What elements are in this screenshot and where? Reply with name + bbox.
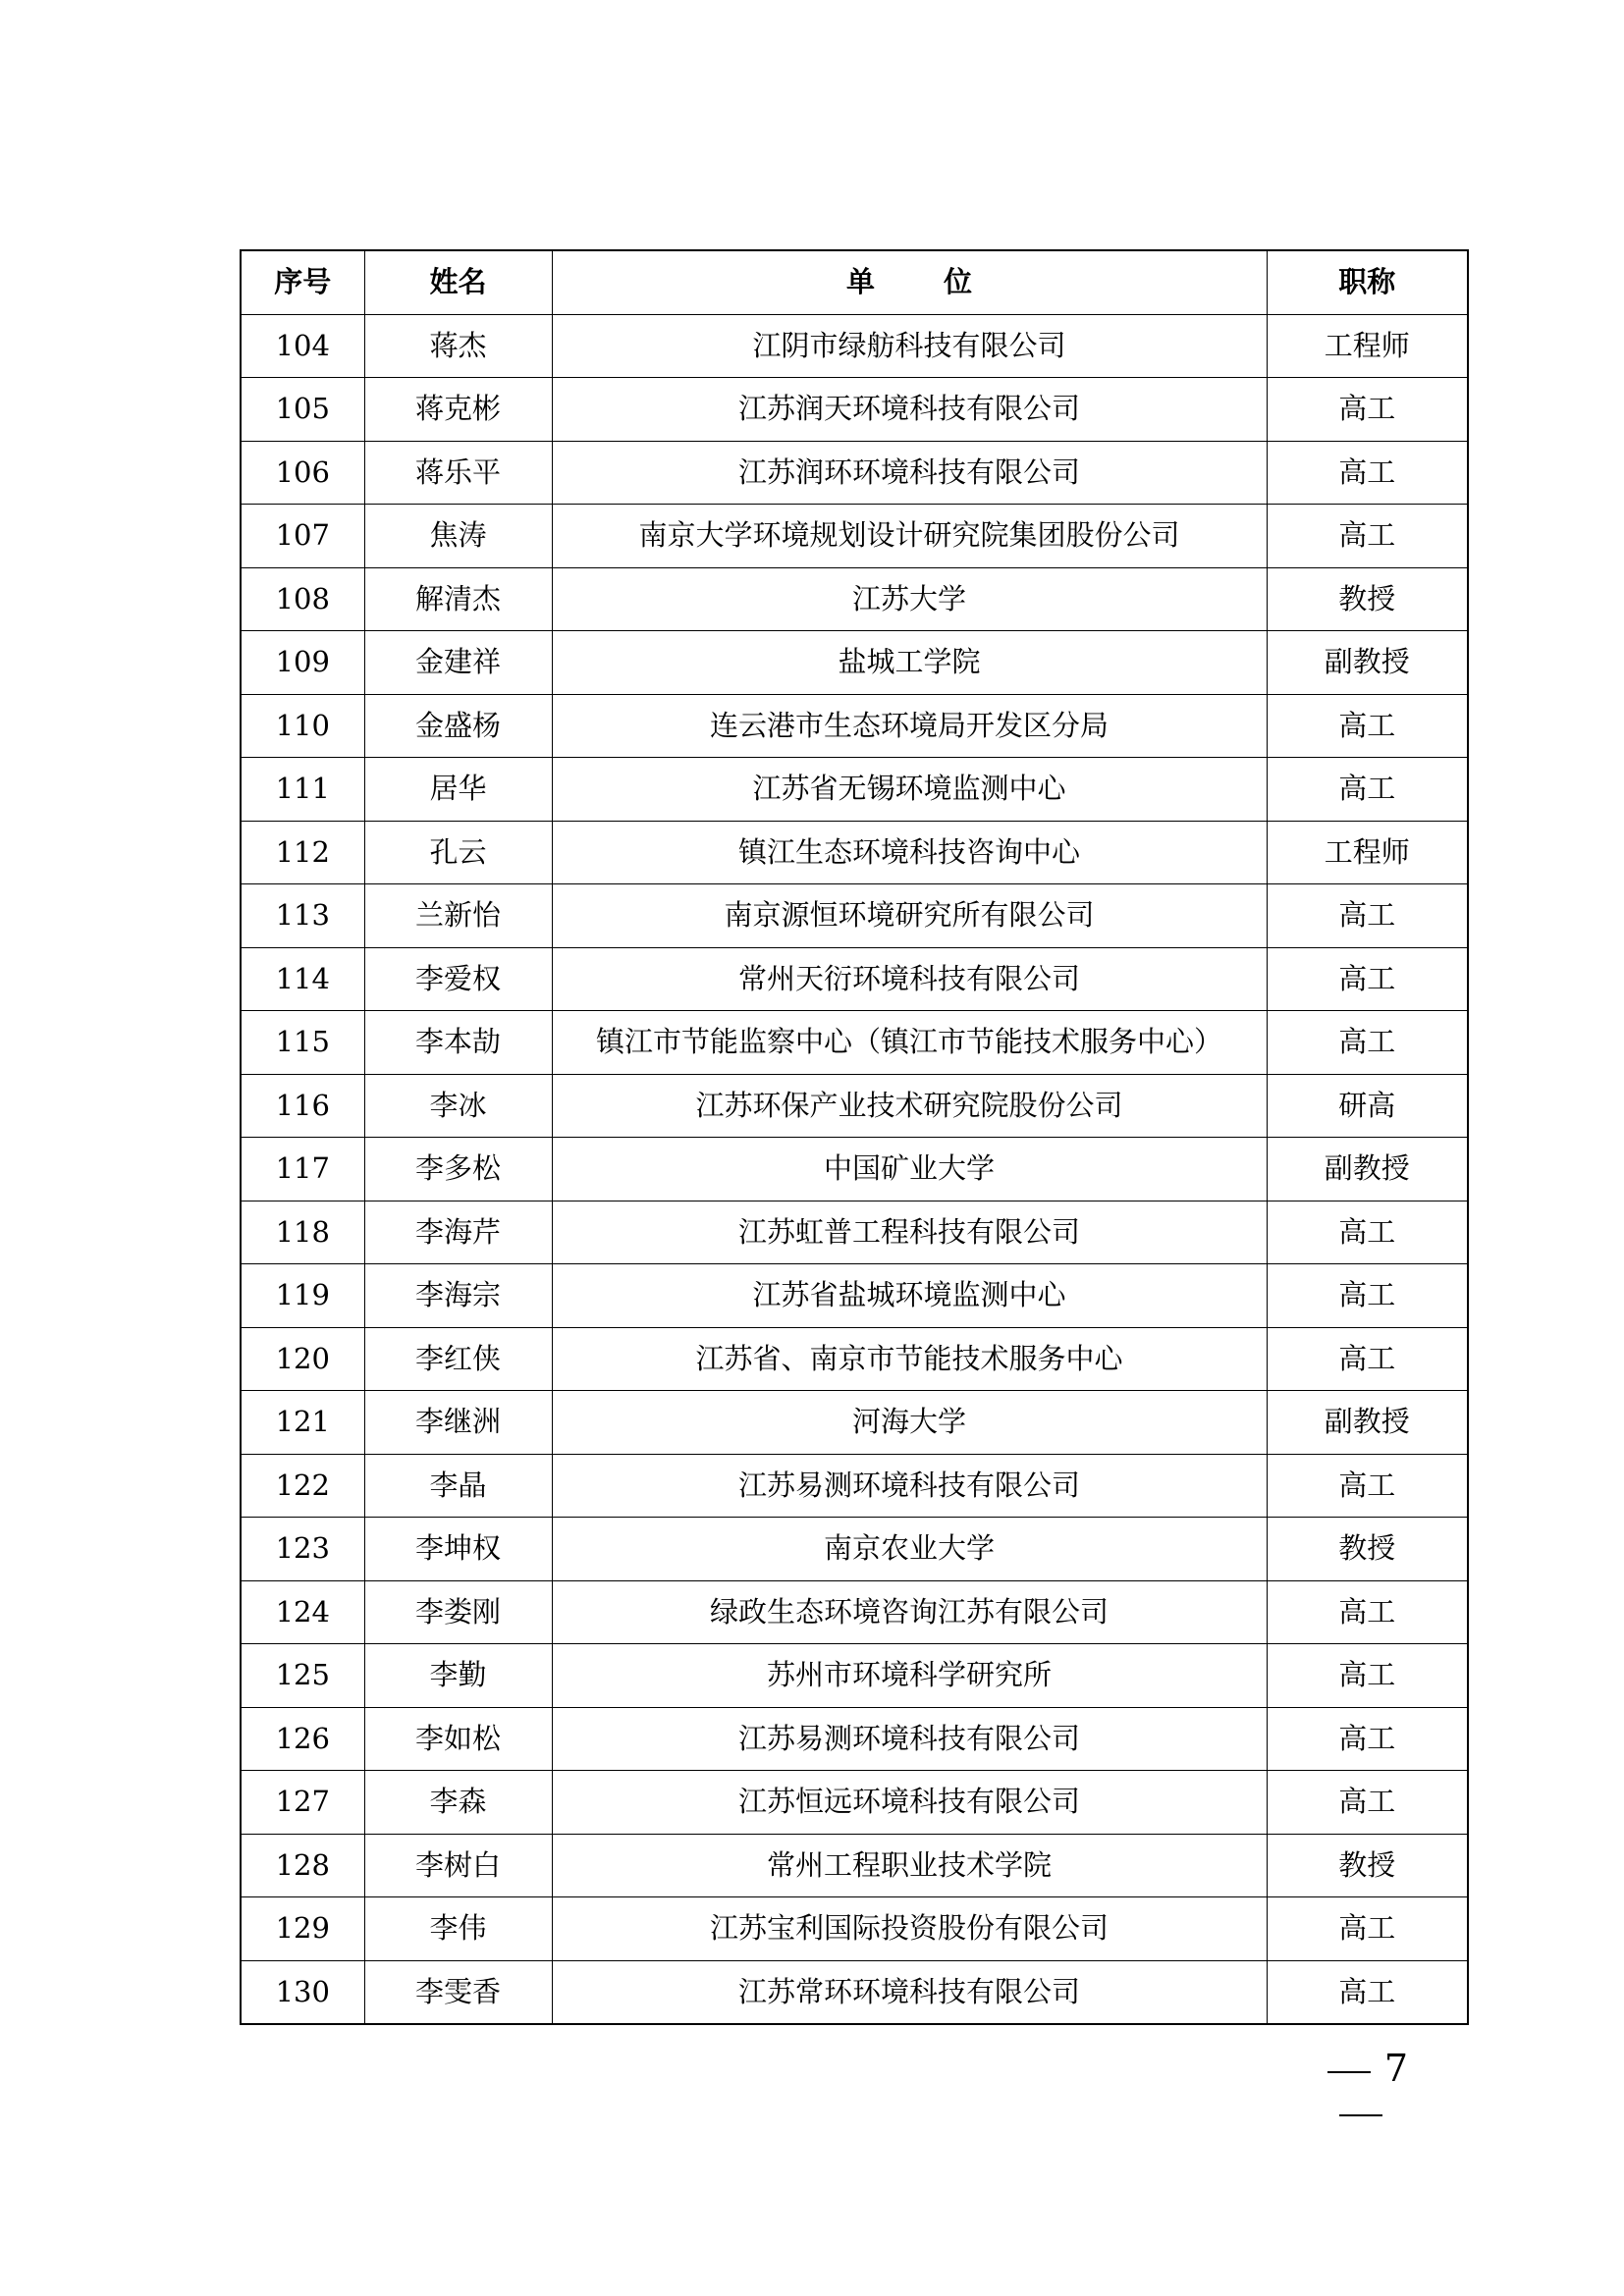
- cell-serial-number: 111: [241, 758, 364, 822]
- page-number-value: 7: [1383, 2047, 1409, 2090]
- table-body: [241, 314, 1468, 2024]
- cell-professional-title: 教授: [1267, 567, 1468, 631]
- cell-serial-number: 107: [241, 505, 364, 568]
- cell-serial-number: 125: [241, 1644, 364, 1708]
- cell-organization: 江苏虹普工程科技有限公司: [552, 1201, 1267, 1264]
- cell-serial-number: 122: [241, 1454, 364, 1518]
- cell-name: 李晶: [364, 1454, 552, 1518]
- cell-name: 李海芹: [364, 1201, 552, 1264]
- cell-professional-title: 高工: [1267, 1201, 1468, 1264]
- cell-serial-number: 127: [241, 1771, 364, 1835]
- cell-name: 李伟: [364, 1897, 552, 1961]
- cell-professional-title: 高工: [1267, 1011, 1468, 1075]
- cell-name: 李海宗: [364, 1264, 552, 1328]
- cell-professional-title: 副教授: [1267, 1391, 1468, 1455]
- cell-name: 解清杰: [364, 567, 552, 631]
- cell-serial-number: 117: [241, 1138, 364, 1201]
- page-number-dash-right: [1339, 2114, 1382, 2116]
- cell-professional-title: 高工: [1267, 1264, 1468, 1328]
- cell-professional-title: 高工: [1267, 694, 1468, 758]
- table-row: [241, 1011, 1468, 1075]
- cell-name: 李本劼: [364, 1011, 552, 1075]
- cell-professional-title: 副教授: [1267, 1138, 1468, 1201]
- cell-professional-title: 工程师: [1267, 314, 1468, 378]
- cell-organization: 南京大学环境规划设计研究院集团股份公司: [552, 505, 1267, 568]
- cell-serial-number: 109: [241, 631, 364, 695]
- cell-organization: 江苏省无锡环境监测中心: [552, 758, 1267, 822]
- cell-professional-title: 高工: [1267, 1454, 1468, 1518]
- table-row: [241, 1580, 1468, 1644]
- cell-professional-title: 高工: [1267, 441, 1468, 505]
- cell-serial-number: 123: [241, 1518, 364, 1581]
- table-row: [241, 1454, 1468, 1518]
- table-row: [241, 1138, 1468, 1201]
- cell-serial-number: 106: [241, 441, 364, 505]
- cell-professional-title: 高工: [1267, 1771, 1468, 1835]
- cell-organization: 江苏省、南京市节能技术服务中心: [552, 1327, 1267, 1391]
- cell-organization: 镇江生态环境科技咨询中心: [552, 821, 1267, 884]
- cell-organization: 盐城工学院: [552, 631, 1267, 695]
- header-name: 姓名: [364, 250, 552, 314]
- cell-name: 李继洲: [364, 1391, 552, 1455]
- cell-name: 李如松: [364, 1707, 552, 1771]
- cell-name: 金建祥: [364, 631, 552, 695]
- cell-organization: 江苏省盐城环境监测中心: [552, 1264, 1267, 1328]
- cell-organization: 江苏易测环境科技有限公司: [552, 1454, 1267, 1518]
- cell-serial-number: 105: [241, 378, 364, 442]
- table-row: [241, 884, 1468, 948]
- table-row: [241, 694, 1468, 758]
- table-row: [241, 1518, 1468, 1581]
- table-row: [241, 1771, 1468, 1835]
- table-row: [241, 1201, 1468, 1264]
- cell-professional-title: 高工: [1267, 1327, 1468, 1391]
- cell-professional-title: 高工: [1267, 1960, 1468, 2024]
- table-row: [241, 758, 1468, 822]
- cell-serial-number: 130: [241, 1960, 364, 2024]
- cell-professional-title: 高工: [1267, 505, 1468, 568]
- cell-serial-number: 115: [241, 1011, 364, 1075]
- cell-organization: 南京源恒环境研究所有限公司: [552, 884, 1267, 948]
- cell-serial-number: 108: [241, 567, 364, 631]
- cell-name: 李娄刚: [364, 1580, 552, 1644]
- cell-organization: 常州天衍环境科技有限公司: [552, 947, 1267, 1011]
- cell-name: 李雯香: [364, 1960, 552, 2024]
- cell-organization: 江苏恒远环境科技有限公司: [552, 1771, 1267, 1835]
- header-serial-number: 序号: [241, 250, 364, 314]
- cell-serial-number: 118: [241, 1201, 364, 1264]
- cell-professional-title: 高工: [1267, 1897, 1468, 1961]
- cell-name: 李勤: [364, 1644, 552, 1708]
- table-row: [241, 1391, 1468, 1455]
- cell-organization: 河海大学: [552, 1391, 1267, 1455]
- cell-name: 李坤权: [364, 1518, 552, 1581]
- table-row: [241, 314, 1468, 378]
- table-row: [241, 1834, 1468, 1897]
- table-row: [241, 1074, 1468, 1138]
- cell-serial-number: 112: [241, 821, 364, 884]
- table-row: [241, 441, 1468, 505]
- table-row: [241, 1644, 1468, 1708]
- cell-name: 蒋克彬: [364, 378, 552, 442]
- expert-roster-table: [240, 249, 1469, 2025]
- cell-name: 李森: [364, 1771, 552, 1835]
- cell-name: 李红侠: [364, 1327, 552, 1391]
- table-row: [241, 1960, 1468, 2024]
- cell-name: 蒋乐平: [364, 441, 552, 505]
- cell-organization: 绿政生态环境咨询江苏有限公司: [552, 1580, 1267, 1644]
- cell-organization: 连云港市生态环境局开发区分局: [552, 694, 1267, 758]
- cell-name: 李树白: [364, 1834, 552, 1897]
- cell-professional-title: 高工: [1267, 947, 1468, 1011]
- cell-name: 居华: [364, 758, 552, 822]
- cell-organization: 江苏宝利国际投资股份有限公司: [552, 1897, 1267, 1961]
- cell-professional-title: 高工: [1267, 758, 1468, 822]
- table-row: [241, 1327, 1468, 1391]
- cell-professional-title: 副教授: [1267, 631, 1468, 695]
- cell-organization: 南京农业大学: [552, 1518, 1267, 1581]
- cell-organization: 江苏常环环境科技有限公司: [552, 1960, 1267, 2024]
- cell-professional-title: 高工: [1267, 1580, 1468, 1644]
- table-row: [241, 1264, 1468, 1328]
- cell-serial-number: 110: [241, 694, 364, 758]
- cell-name: 李多松: [364, 1138, 552, 1201]
- cell-name: 李爱权: [364, 947, 552, 1011]
- cell-name: 焦涛: [364, 505, 552, 568]
- cell-professional-title: 研高: [1267, 1074, 1468, 1138]
- cell-professional-title: 工程师: [1267, 821, 1468, 884]
- cell-name: 孔云: [364, 821, 552, 884]
- cell-serial-number: 126: [241, 1707, 364, 1771]
- header-organization: 单位: [552, 250, 1267, 314]
- cell-serial-number: 104: [241, 314, 364, 378]
- cell-professional-title: 高工: [1267, 378, 1468, 442]
- cell-professional-title: 高工: [1267, 1644, 1468, 1708]
- cell-organization: 常州工程职业技术学院: [552, 1834, 1267, 1897]
- cell-professional-title: 高工: [1267, 884, 1468, 948]
- table-row: [241, 947, 1468, 1011]
- cell-serial-number: 121: [241, 1391, 364, 1455]
- cell-organization: 苏州市环境科学研究所: [552, 1644, 1267, 1708]
- table-row: [241, 1897, 1468, 1961]
- cell-professional-title: 教授: [1267, 1518, 1468, 1581]
- cell-professional-title: 高工: [1267, 1707, 1468, 1771]
- cell-name: 李冰: [364, 1074, 552, 1138]
- cell-name: 兰新怡: [364, 884, 552, 948]
- cell-serial-number: 114: [241, 947, 364, 1011]
- cell-organization: 江阴市绿舫科技有限公司: [552, 314, 1267, 378]
- cell-organization: 江苏润天环境科技有限公司: [552, 378, 1267, 442]
- cell-serial-number: 129: [241, 1897, 364, 1961]
- cell-serial-number: 116: [241, 1074, 364, 1138]
- table-row: [241, 631, 1468, 695]
- cell-organization: 镇江市节能监察中心（镇江市节能技术服务中心）: [552, 1011, 1267, 1075]
- table-row: [241, 821, 1468, 884]
- cell-serial-number: 124: [241, 1580, 364, 1644]
- header-professional-title: 职称: [1267, 250, 1468, 314]
- cell-serial-number: 119: [241, 1264, 364, 1328]
- page-number: [1282, 2047, 1439, 2133]
- cell-organization: 江苏大学: [552, 567, 1267, 631]
- cell-name: 蒋杰: [364, 314, 552, 378]
- cell-organization: 中国矿业大学: [552, 1138, 1267, 1201]
- cell-organization: 江苏环保产业技术研究院股份公司: [552, 1074, 1267, 1138]
- cell-serial-number: 128: [241, 1834, 364, 1897]
- table-header-row: [241, 250, 1468, 314]
- table-row: [241, 567, 1468, 631]
- cell-serial-number: 120: [241, 1327, 364, 1391]
- cell-organization: 江苏易测环境科技有限公司: [552, 1707, 1267, 1771]
- cell-professional-title: 教授: [1267, 1834, 1468, 1897]
- cell-organization: 江苏润环环境科技有限公司: [552, 441, 1267, 505]
- table-row: [241, 1707, 1468, 1771]
- page-number-dash-left: [1327, 2071, 1371, 2073]
- cell-serial-number: 113: [241, 884, 364, 948]
- table-row: [241, 378, 1468, 442]
- table-row: [241, 505, 1468, 568]
- cell-name: 金盛杨: [364, 694, 552, 758]
